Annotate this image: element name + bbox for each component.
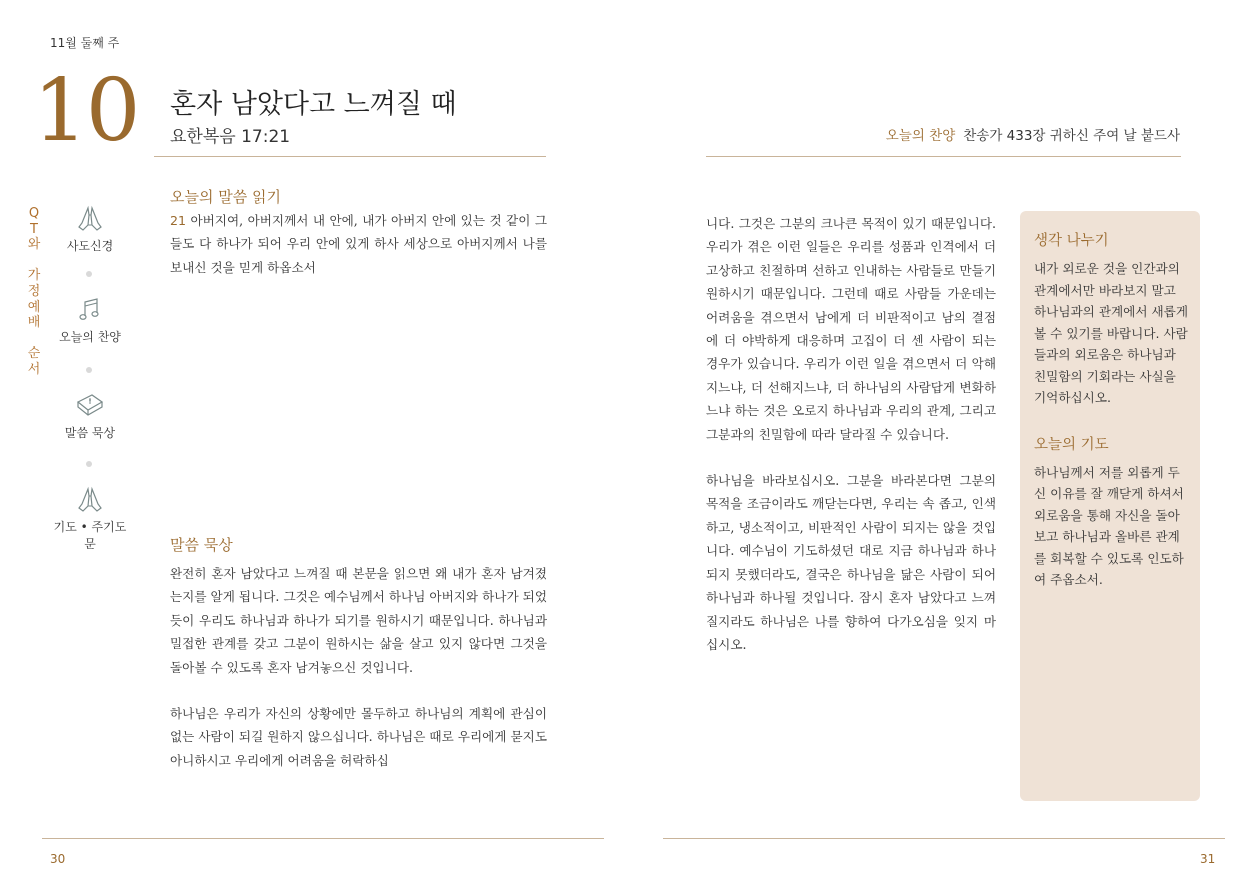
sharing-text: 내가 외로운 것을 인간과의 관계에서만 바라보지 말고 하나님과의 관계에서 새롭게 볼 수 있기를 바랍니다. 사람들과의 외로움은 하나님과 친밀함의 기회라는 사실을 기억하십시오. — [1034, 261, 1188, 405]
meditation-heading: 말씀 묵상 — [170, 536, 233, 554]
sidebar-item-prayer — [50, 486, 130, 552]
right-page-number: 31 — [1200, 852, 1216, 866]
page-title: 혼자 남았다고 느껴질 때 — [170, 89, 457, 120]
meditation-paragraph: 하나님은 우리가 자신의 상황에만 몰두하고 하나님의 계획에 관심이 없는 사람이 되길 원하지 않으십니다. 하나님은 때로 우리에게 묻지도 아니하시고 우리에게 어려움을 허락하십 — [170, 706, 547, 768]
separator-dot — [86, 461, 92, 467]
meditation-right-column — [706, 212, 996, 656]
right-footer-rule — [663, 838, 1225, 839]
meditation-paragraph: 완전히 혼자 남았다고 느껴질 때 본문을 읽으면 왜 내가 혼자 남겨졌는지를 알게 됩니다. 그것은 예수님께서 하나님 아버지와 하나가 되었듯이 우리도 하나님과 하나가 되기를 원하시기 때문입니다. 하나님과 밀접한 관계를 갖고 그분이 원하시는 삶을 살고 있지 않다면 그것을 돌아볼 수 있도록 혼자 남겨놓으신 것입니다. — [170, 566, 547, 675]
praying-hands-icon — [75, 205, 105, 233]
praying-hands-icon — [75, 486, 105, 514]
sidebar-item-creed — [50, 205, 130, 254]
meditation-paragraph: 하나님을 바라보십시오. 그분을 바라본다면 그분의 목적을 조금이라도 깨닫는다면, 우리는 속 좁고, 인색하고, 냉소적이고, 비판적인 사람이 되지는 않을 것입니다. 예수님이 기도하셨던 대로 지금 하나님과 하나되지 못했더라도, 결국은 하나님을 닮은 사람이 되어 하나님과 하나될 것입니다. 잠시 혼자 남았다고 느껴질지라도 하나님은 나를 향하여 다가오심을 잊지 마십시오. — [706, 473, 996, 652]
sidebar-item-label: 말씀 묵상 — [64, 426, 116, 440]
week-label: 11월 둘째 주 — [50, 36, 120, 50]
hymn-line — [886, 124, 1180, 144]
reading-verse — [170, 209, 547, 279]
sidebar-item-label: 오늘의 찬양 — [59, 330, 121, 344]
scripture-reference: 요한복음 17:21 — [170, 127, 291, 147]
right-header-rule — [706, 156, 1181, 157]
left-footer-rule — [42, 838, 604, 839]
prayer-text: 하나님께서 저를 외롭게 두신 이유를 잘 깨닫게 하셔서 외로움을 통해 자신을 돌아보고 하나님과 올바른 관계를 회복할 수 있도록 인도하여 주옵소서. — [1034, 464, 1184, 587]
prayer-heading: 오늘의 기도 — [1034, 436, 1109, 453]
meditation-paragraph: 니다. 그것은 그분의 크나큰 목적이 있기 때문입니다. 우리가 겪은 이런 일들은 우리를 성품과 인격에서 더 고상하고 친절하며 선하고 인내하는 사람들로 만들기 원하시기 때문입니다. 그런데 때로 사람들 가운데는 어려움을 겪으면서 남에게 더 비판적이고 남의 결점에 더 야박하게 대응하며 고집이 더 센 사람이 되는 경우가 있습니다. 우리가 이런 일을 겪으면서 더 악해지느냐, 더 선해지느냐, 더 하나님의 사람답게 변화하느냐 하는 것은 오로지 하나님과 우리의 관계, 그리고 그분과의 친밀함에 따라 달라질 수 있습니다. — [706, 216, 996, 442]
separator-dot — [86, 367, 92, 373]
left-page-number: 30 — [50, 852, 66, 866]
hymn-label: 오늘의 찬양 — [885, 128, 956, 144]
music-note-icon — [75, 296, 105, 324]
bible-book-icon — [74, 390, 106, 420]
hymn-text: 찬송가 433장 귀하신 주여 날 붙드사 — [963, 128, 1180, 144]
verse-text: 아버지여, 아버지께서 내 안에, 내가 아버지 안에 있는 것 같이 그들도 다 하나가 되어 우리 안에 있게 하사 세상으로 아버지께서 나를 보내신 것을 믿게 하옵소서 — [170, 213, 547, 275]
verse-number: 21 — [170, 213, 187, 228]
sidebar-item-label: 사도신경 — [66, 239, 114, 253]
day-number: 10 — [33, 61, 139, 161]
sidebar-item-meditation — [50, 390, 130, 441]
vertical-section-label: Q T 와 가 정 예 배 순 서 — [27, 206, 41, 377]
reading-heading: 오늘의 말씀 읽기 — [170, 188, 281, 206]
meditation-left-column — [170, 562, 547, 772]
sidebar-item-label: 기도 • 주기도문 — [53, 520, 127, 551]
sharing-heading: 생각 나누기 — [1034, 233, 1109, 249]
reflection-sidebox — [1020, 211, 1200, 801]
sidebar-item-hymn — [50, 296, 130, 345]
separator-dot — [86, 271, 92, 277]
left-header-rule — [154, 156, 546, 157]
